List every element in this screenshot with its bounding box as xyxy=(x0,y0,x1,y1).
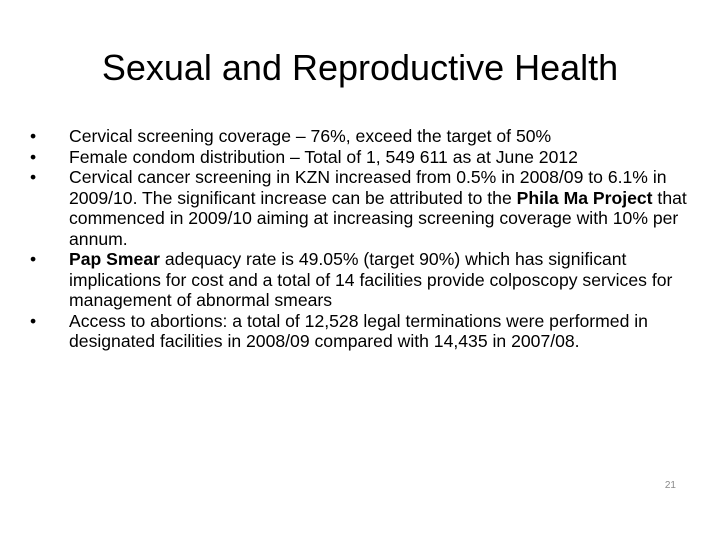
bullet-text: Access to abortions: a total of 12,528 legal terminations were performed in designated facilities in 2008/09 compared with 14,435 in 2007/08. xyxy=(69,310,648,351)
bullet-bold-text: Pap Smear xyxy=(69,249,160,269)
bullet-list xyxy=(30,126,690,352)
bullet-text: Cervical cancer screening in KZN increased from 0.5% in 2008/09 to 6.1% in 2009/10. The significant increase can be attributed to the xyxy=(69,167,667,208)
bullet-text: that commenced in 2009/10 aiming at increasing screening coverage with 10% per annum. xyxy=(69,187,687,249)
bullet-item xyxy=(30,147,690,168)
slide-title: Sexual and Reproductive Health xyxy=(101,47,619,88)
bullet-text: Female condom distribution – Total of 1, 549 611 as at June 2012 xyxy=(69,146,578,167)
bullet-item xyxy=(30,126,690,147)
page-number: 21 xyxy=(664,480,676,491)
bullet-item xyxy=(30,167,690,249)
bullet-bold-text: Phila Ma Project xyxy=(516,187,653,208)
bullet-text: Cervical screening coverage – 76%, exceed the target of 50% xyxy=(69,126,552,146)
bullet-item xyxy=(30,311,690,352)
bullet-item xyxy=(30,249,690,311)
bullet-text: adequacy rate is 49.05% (target 90%) which has significant implications for cost and a total of 14 facilities provide colposcopy services for management of abnormal smears xyxy=(69,249,673,310)
